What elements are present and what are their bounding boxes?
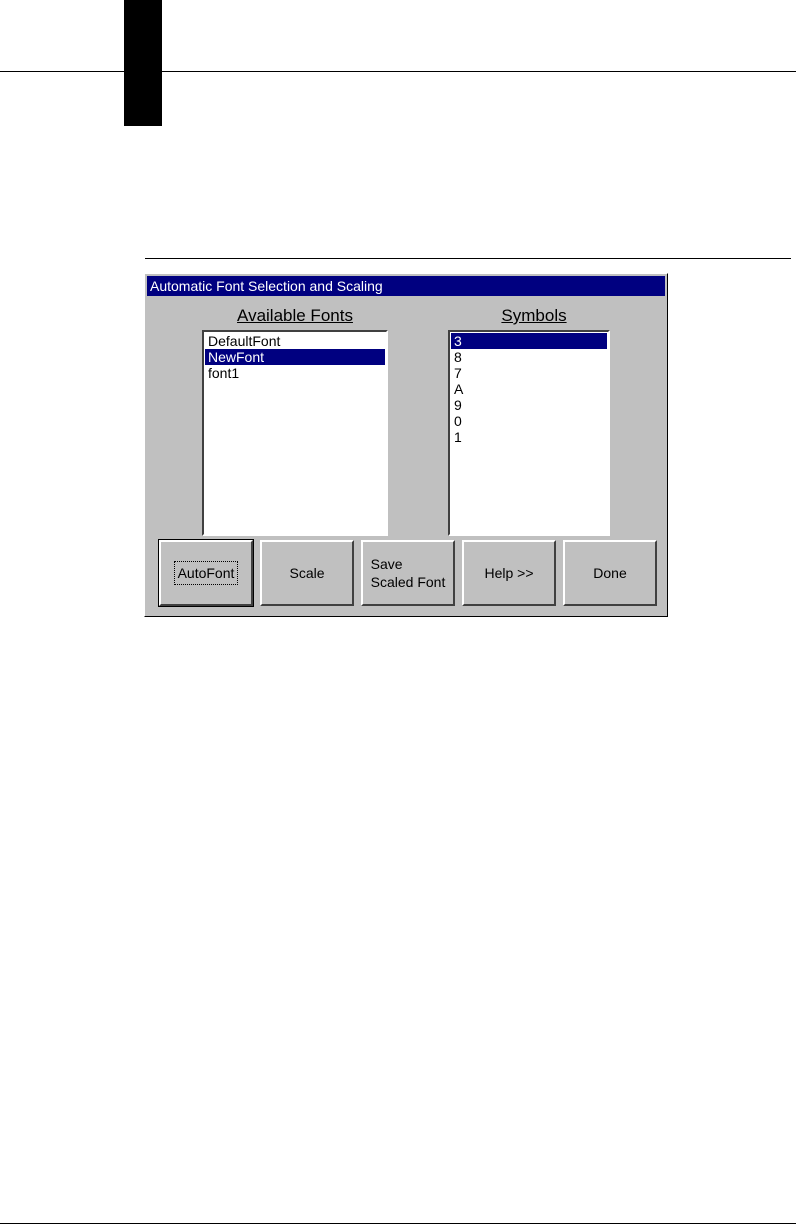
chapter-tab-marker: [124, 0, 162, 126]
section-rule: [145, 258, 791, 259]
help-button-label: Help >>: [484, 565, 534, 581]
save-scaled-font-button-label: Save Scaled Font: [370, 556, 446, 590]
symbol-list-item[interactable]: 1: [454, 429, 462, 445]
font-list-item[interactable]: DefaultFont: [208, 333, 281, 349]
available-fonts-heading: Available Fonts: [237, 306, 353, 325]
dialog-title[interactable]: Automatic Font Selection and Scaling: [147, 276, 665, 296]
font-list-item[interactable]: font1: [208, 365, 240, 381]
help-button[interactable]: [462, 540, 556, 606]
symbol-list-item[interactable]: 8: [454, 349, 462, 365]
autofont-button-label: AutoFont: [174, 561, 239, 585]
symbol-list-item[interactable]: 7: [454, 365, 462, 381]
symbol-list-item[interactable]: A: [454, 381, 464, 397]
symbol-list-item-selected[interactable]: 3: [451, 333, 607, 349]
scale-button[interactable]: [260, 540, 354, 606]
symbol-list-item[interactable]: 0: [454, 413, 462, 429]
font-list-item-selected[interactable]: NewFont: [205, 349, 385, 365]
header-rule: [0, 71, 796, 72]
scale-button-label: Scale: [289, 565, 325, 581]
done-button[interactable]: [563, 540, 657, 606]
footer-rule: [0, 1223, 796, 1224]
autofont-button[interactable]: [159, 540, 253, 606]
symbols-heading: Symbols: [501, 306, 567, 325]
symbols-list[interactable]: [448, 330, 610, 536]
symbol-list-item[interactable]: 9: [454, 397, 462, 413]
save-scaled-font-button[interactable]: [361, 540, 455, 606]
done-button-label: Done: [593, 565, 627, 581]
available-fonts-list[interactable]: [202, 330, 388, 536]
font-scaling-dialog: [144, 273, 668, 617]
